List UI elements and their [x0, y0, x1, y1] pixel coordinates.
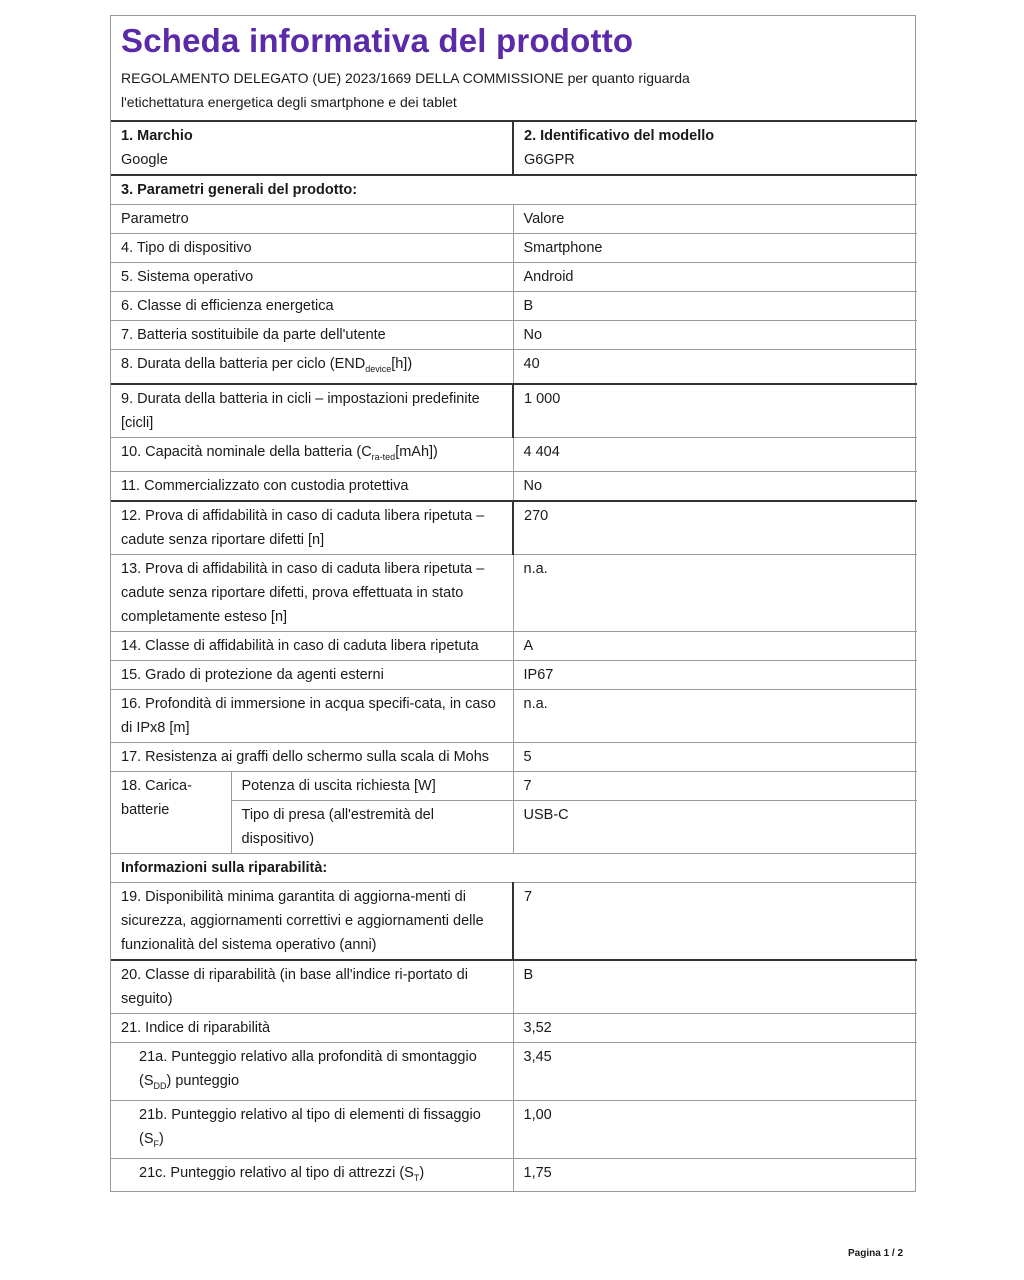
row-value: No	[513, 321, 917, 350]
table-row	[111, 501, 917, 555]
parameters-table	[111, 120, 917, 1191]
brand-label: 1. Marchio	[121, 128, 193, 144]
row-value: 3,52	[513, 1013, 917, 1042]
model-cell	[513, 121, 917, 175]
general-section-row	[111, 175, 917, 205]
row-value: 3,45	[513, 1042, 917, 1100]
charger-power-value: 7	[513, 771, 917, 800]
row-label: 7. Batteria sostituibile da parte dell'utente	[111, 321, 513, 350]
row-label: 21. Indice di riparabilità	[111, 1013, 513, 1042]
row-value: 5	[513, 742, 917, 771]
page-number: Pagina 1 / 2	[848, 1248, 904, 1259]
row-label: 10. Capacità nominale della batteria $(C_{ra-ted}[mAh])$	[111, 437, 513, 471]
table-row	[111, 1042, 917, 1100]
row-label: 5. Sistema operativo	[111, 263, 513, 292]
table-row	[111, 660, 917, 689]
page-title: Scheda informativa del prodotto	[121, 22, 634, 59]
row-value: n.a.	[513, 689, 917, 742]
row-label: 8. Durata della batteria per ciclo $(END_{device}[h])$	[111, 350, 513, 384]
regulation-subtitle	[111, 64, 915, 120]
charger-plug-label: Tipo di presa (all'estremità del dispositivo)	[231, 800, 513, 853]
table-row	[111, 1158, 917, 1191]
row-value: 40	[513, 350, 917, 384]
row-label: 15. Grado di protezione da agenti esterni	[111, 660, 513, 689]
table-row	[111, 384, 917, 438]
charger-plug-row	[111, 800, 917, 853]
charger-power-label: Potenza di uscita richiesta [W]	[231, 771, 513, 800]
table-row	[111, 437, 917, 471]
row-label: 4. Tipo di dispositivo	[111, 234, 513, 263]
row-value: A	[513, 631, 917, 660]
table-row	[111, 882, 917, 960]
table-row	[111, 292, 917, 321]
brand-value: Google	[121, 152, 168, 168]
row-label: 20. Classe di riparabilità (in base all'indice ri-portato di seguito)	[111, 960, 513, 1014]
table-row	[111, 234, 917, 263]
table-row	[111, 631, 917, 660]
repair-section-heading: Informazioni sulla riparabilità:	[111, 853, 917, 882]
table-row	[111, 689, 917, 742]
table-row	[111, 1013, 917, 1042]
row-label: 14. Classe di affidabilità in caso di caduta libera ripetuta	[111, 631, 513, 660]
row-value: n.a.	[513, 554, 917, 631]
repair-section-row	[111, 853, 917, 882]
row-value: Smartphone	[513, 234, 917, 263]
row-value: 1 000	[513, 384, 917, 438]
row-value: 1,00	[513, 1100, 917, 1158]
table-row	[111, 350, 917, 384]
row-label: 21b. Punteggio relativo al tipo di elementi di fissaggio $(S_F)$	[111, 1100, 513, 1158]
table-row	[111, 960, 917, 1014]
general-section-heading: 3. Parametri generali del prodotto:	[111, 175, 917, 205]
table-row	[111, 263, 917, 292]
charger-plug-value: USB-C	[513, 800, 917, 853]
brand-model-row	[111, 121, 917, 175]
model-label: 2. Identificativo del modello	[524, 128, 715, 144]
row-label: 11. Commercializzato con custodia protettiva	[111, 471, 513, 501]
model-value: G6GPR	[524, 152, 575, 168]
subtitle-line-1: REGOLAMENTO DELEGATO (UE) 2023/1669 DELLA COMMISSIONE per quanto riguarda	[121, 70, 690, 86]
row-label: 21a. Punteggio relativo alla profondità di smontaggio $(S_{DD})$ punteggio	[111, 1042, 513, 1100]
row-value: 270	[513, 501, 917, 555]
row-value: 1,75	[513, 1158, 917, 1191]
column-header-row	[111, 205, 917, 234]
row-label: 12. Prova di affidabilità in caso di caduta libera ripetuta – cadute senza riportare difetti [n]	[111, 501, 513, 555]
row-value: IP67	[513, 660, 917, 689]
row-value: 7	[513, 882, 917, 960]
row-value: B	[513, 960, 917, 1014]
column-value: Valore	[513, 205, 917, 234]
charger-power-row	[111, 771, 917, 800]
table-row	[111, 554, 917, 631]
table-row	[111, 742, 917, 771]
row-value: 4 404	[513, 437, 917, 471]
row-label: 17. Resistenza ai graffi dello schermo sulla scala di Mohs	[111, 742, 513, 771]
column-param: Parametro	[111, 205, 513, 234]
product-info-sheet	[110, 15, 916, 1192]
row-value: B	[513, 292, 917, 321]
table-row	[111, 1100, 917, 1158]
row-label: 16. Profondità di immersione in acqua specifi-cata, in caso di IPx8 [m]	[111, 689, 513, 742]
row-value: Android	[513, 263, 917, 292]
charger-label: 18. Carica-batterie	[111, 771, 231, 853]
subtitle-line-2: l'etichettatura energetica degli smartphone e dei tablet	[121, 94, 457, 110]
row-label: 6. Classe di efficienza energetica	[111, 292, 513, 321]
table-row	[111, 471, 917, 501]
row-label: 21c. Punteggio relativo al tipo di attrezzi $(S_T)$	[111, 1158, 513, 1191]
row-label: 13. Prova di affidabilità in caso di caduta libera ripetuta – cadute senza riportare difetti, prova effettuata in stato completamente esteso [n]	[111, 554, 513, 631]
table-row	[111, 321, 917, 350]
row-label: 9. Durata della batteria in cicli – impostazioni predefinite [cicli]	[111, 384, 513, 438]
brand-cell	[111, 121, 513, 175]
row-value: No	[513, 471, 917, 501]
row-label: 19. Disponibilità minima garantita di aggiorna-menti di sicurezza, aggiornamenti correttivi e aggiornamenti delle funzionalità del sistema operativo (anni)	[111, 882, 513, 960]
